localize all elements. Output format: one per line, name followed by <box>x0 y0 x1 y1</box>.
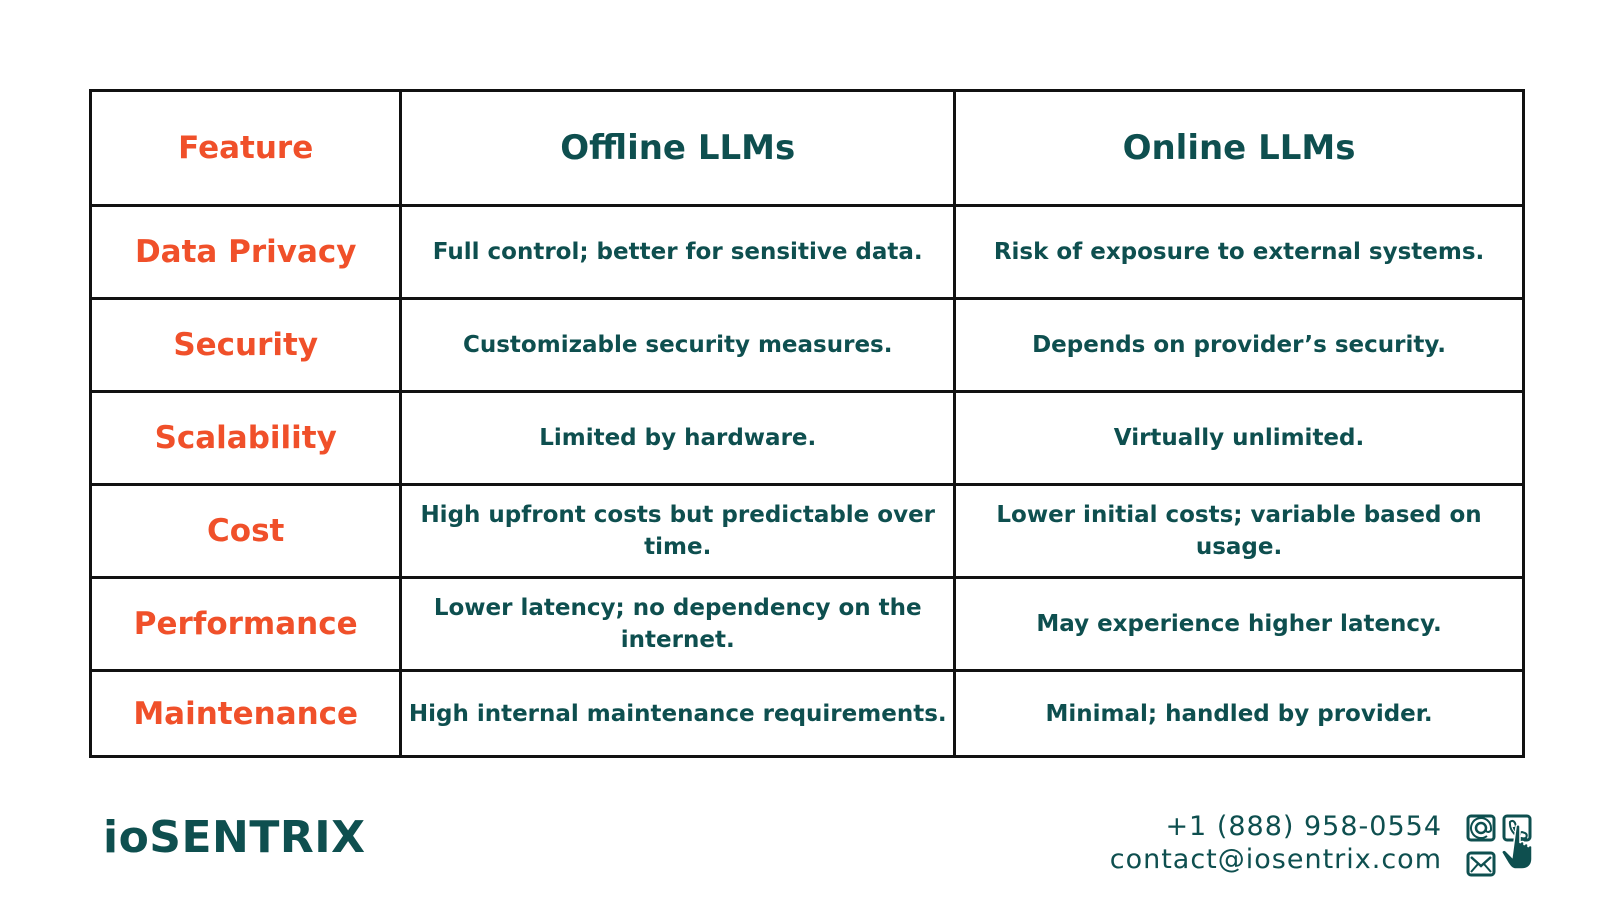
offline-cell: Full control; better for sensitive data. <box>401 206 955 299</box>
online-cell: Risk of exposure to external systems. <box>955 206 1524 299</box>
feature-cell: Security <box>91 299 401 392</box>
feature-cell: Cost <box>91 485 401 578</box>
table-row <box>91 392 1524 485</box>
offline-cell: Lower latency; no dependency on the internet. <box>401 578 955 671</box>
table-row <box>91 206 1524 299</box>
offline-cell: High upfront costs but predictable over time. <box>401 485 955 578</box>
online-cell: Lower initial costs; variable based on usage. <box>955 485 1524 578</box>
feature-cell: Data Privacy <box>91 206 401 299</box>
header-online: Online LLMs <box>955 91 1524 206</box>
contact-info <box>1110 810 1442 876</box>
table-row <box>91 299 1524 392</box>
feature-cell: Scalability <box>91 392 401 485</box>
header-row <box>91 91 1524 206</box>
online-cell: Depends on provider’s security. <box>955 299 1524 392</box>
feature-cell: Maintenance <box>91 671 401 757</box>
online-cell: May experience higher latency. <box>955 578 1524 671</box>
mail-icon[interactable] <box>1468 853 1494 875</box>
contact-icons <box>1466 813 1538 883</box>
table-row <box>91 671 1524 757</box>
comparison-table <box>89 89 1525 758</box>
online-cell: Minimal; handled by provider. <box>955 671 1524 757</box>
email-address[interactable]: contact@iosentrix.com <box>1109 844 1442 875</box>
brand-logo: ioSENTRIX <box>103 812 366 863</box>
table-row <box>91 485 1524 578</box>
offline-cell: Limited by hardware. <box>401 392 955 485</box>
at-icon[interactable] <box>1468 816 1494 840</box>
table-row <box>91 578 1524 671</box>
hand-pointer-icon <box>1502 825 1532 869</box>
feature-cell: Performance <box>91 578 401 671</box>
offline-cell: Customizable security measures. <box>401 299 955 392</box>
phone-number[interactable]: +1 (888) 958-0554 <box>1165 811 1442 842</box>
header-feature: Feature <box>91 91 401 206</box>
online-cell: Virtually unlimited. <box>955 392 1524 485</box>
header-offline: Offline LLMs <box>401 91 955 206</box>
offline-cell: High internal maintenance requirements. <box>401 671 955 757</box>
